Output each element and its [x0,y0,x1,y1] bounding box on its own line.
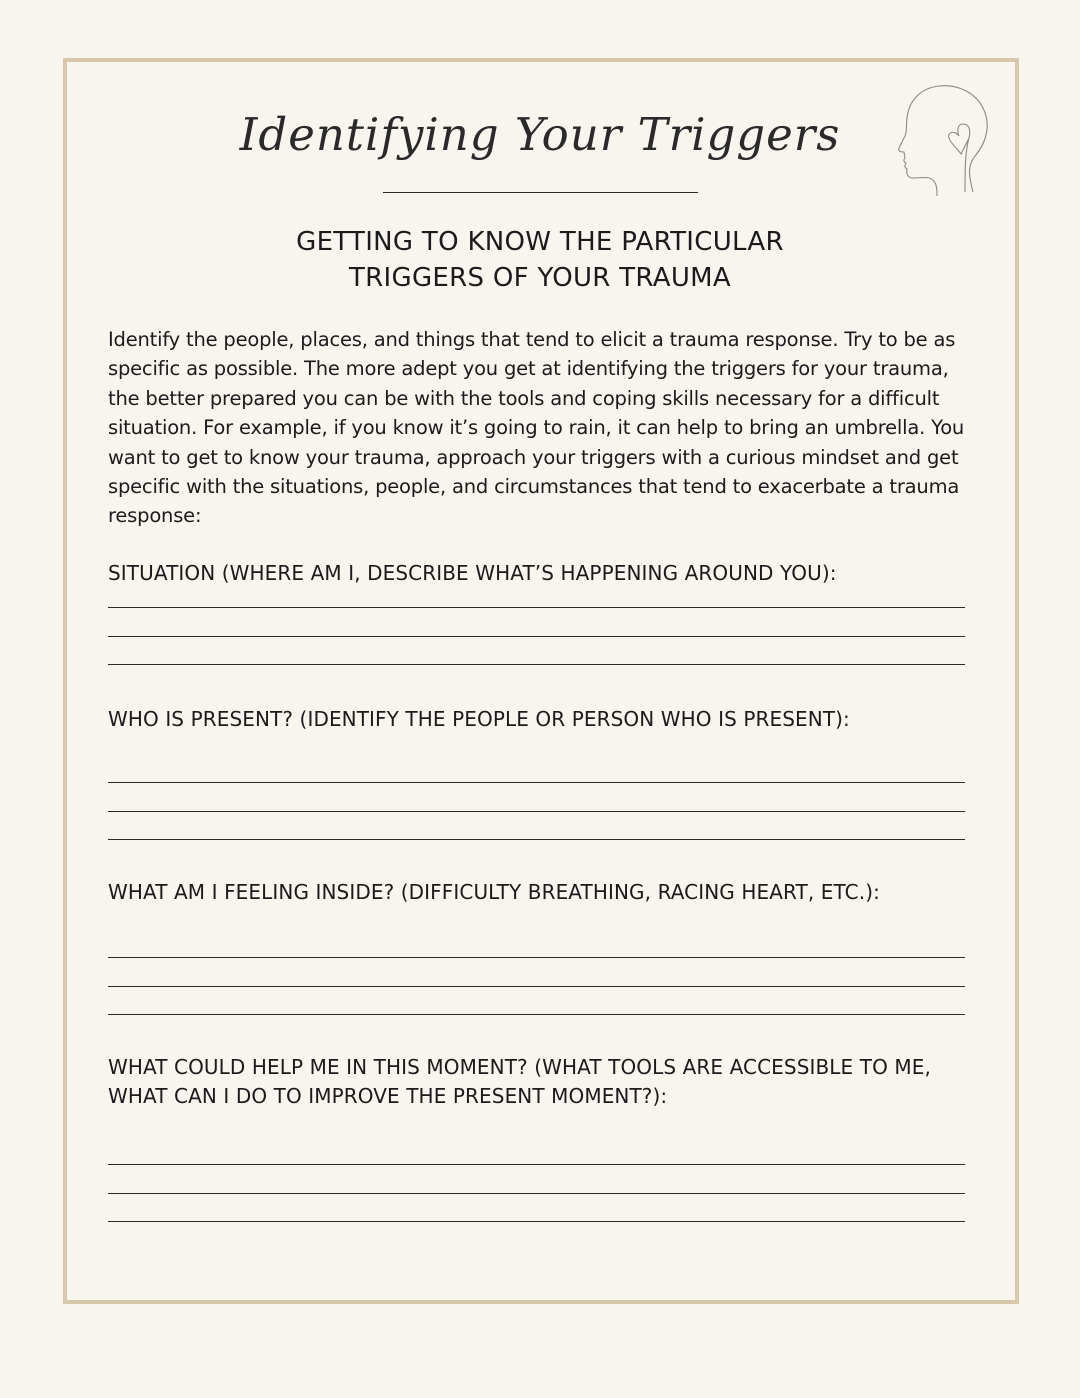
feeling-inside-prompt: WHAT AM I FEELING INSIDE? (DIFFICULTY BREATHING, RACING HEART, ETC.): [108,880,880,904]
subtitle-line-1: GETTING TO KNOW THE PARTICULAR [296,227,784,257]
worksheet-subtitle [0,224,1080,296]
answer-line[interactable] [108,839,965,840]
situation-prompt: SITUATION (WHERE AM I, DESCRIBE WHAT’S HAPPENING AROUND YOU): [108,561,837,585]
answer-line[interactable] [108,607,965,608]
answer-line[interactable] [108,1014,965,1015]
who-present-prompt: WHO IS PRESENT? (IDENTIFY THE PEOPLE OR PERSON WHO IS PRESENT): [108,707,850,731]
answer-line[interactable] [108,811,965,812]
answer-line[interactable] [108,636,965,637]
who-present-answer-lines[interactable] [108,782,965,868]
head-heart-icon [895,80,1000,198]
worksheet-title: Identifying Your Triggers [239,108,841,161]
answer-line[interactable] [108,986,965,987]
intro-paragraph: Identify the people, places, and things that tend to elicit a trauma response. Try to be as specific as possible. The more adept you get at identifying the triggers for your trauma, the better prepared you can be with the tools and coping skills necessary for a difficult situation. For example, if you know it’s going to rain, it can help to bring an umbrella. You want to get to know your trauma, approach your triggers with a curious mindset and get specific with the situations, people, and circumstances that tend to exacerbate a trauma response: [108,328,965,528]
answer-line[interactable] [108,957,965,958]
feeling-inside-answer-lines[interactable] [108,957,965,1043]
answer-line[interactable] [108,1164,965,1165]
answer-line[interactable] [108,782,965,783]
answer-line[interactable] [108,664,965,665]
title-divider [383,192,698,193]
answer-line[interactable] [108,1221,965,1222]
what-could-help-prompt: WHAT COULD HELP ME IN THIS MOMENT? (WHAT TOOLS ARE ACCESSIBLE TO ME, WHAT CAN I DO TO IMPROVE THE PRESENT MOMENT?): [108,1055,931,1108]
subtitle-line-2: TRIGGERS OF YOUR TRAUMA [349,263,731,293]
what-could-help-answer-lines[interactable] [108,1164,965,1250]
situation-answer-lines[interactable] [108,607,965,693]
answer-line[interactable] [108,1193,965,1194]
